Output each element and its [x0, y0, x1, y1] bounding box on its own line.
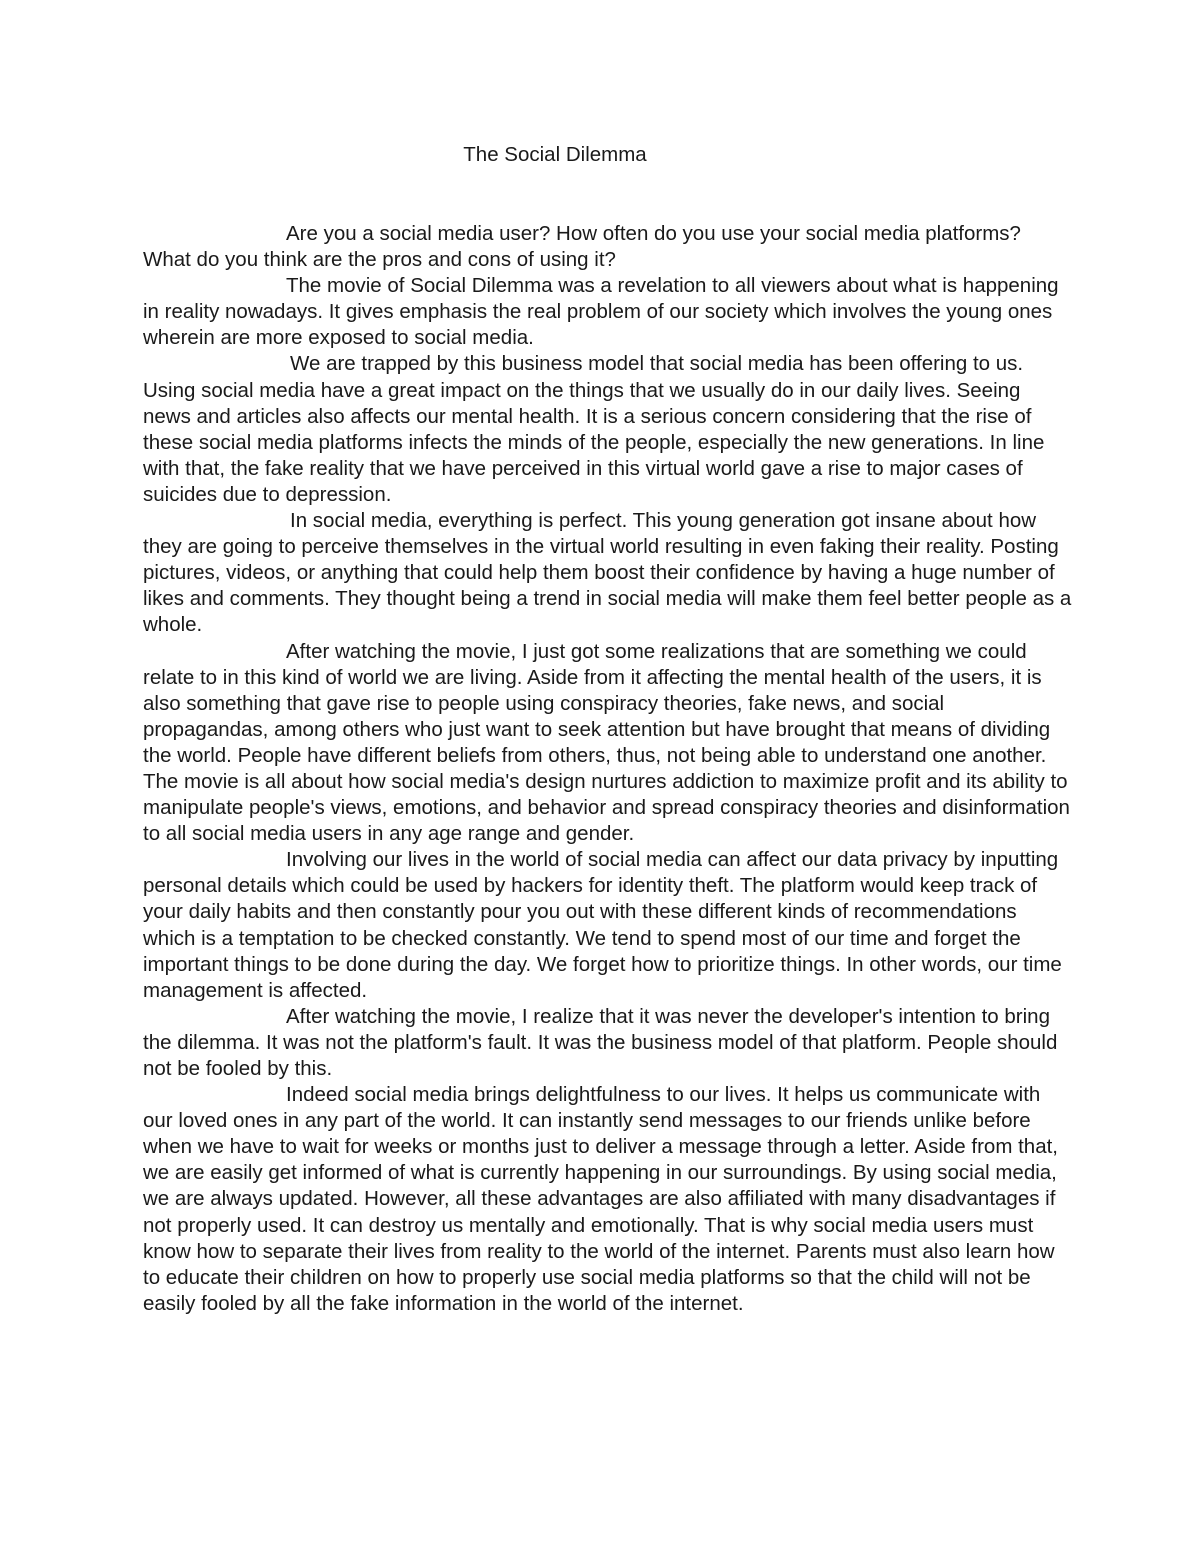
paragraph: We are trapped by this business model that social media has been offering to us. Using social media have a great impact on the things that we usually do in our daily lives. Seeing news and articles also affects our mental health. It is a serious concern considering that the rise of these social media platforms infects the minds of the people, especially the new generations. In line with that, the fake reality that we have perceived in this virtual world gave a rise to major cases of suicides due to depression. [143, 352, 1045, 506]
paragraph: In social media, everything is perfect. This young generation got insane about how they are going to perceive themselves in the virtual world resulting in even faking their reality. Posting pictures, videos, or anything that could help them boost their confidence by having a huge number of likes and comments. They thought being a trend in social media will make them feel better people as a whole. [143, 509, 1072, 637]
document-title: The Social Dilemma [463, 143, 647, 166]
paragraph: After watching the movie, I realize that it was never the developer's intention to bring the dilemma. It was not the platform's fault. It was the business model of that platform. People should not be fooled by this. [143, 1004, 1058, 1080]
paragraph: Involving our lives in the world of social media can affect our data privacy by inputting personal details which could be used by hackers for identity theft. The platform would keep track of your daily habits and then constantly pour you out with these different kinds of recommendations which is a temptation to be checked constantly. We tend to spend most of our time and forget the important things to be done during the day. We forget how to prioritize things. In other words, our time management is affected. [143, 848, 1062, 1002]
document-body [143, 221, 1073, 1317]
paragraph: After watching the movie, I just got some realizations that are something we could relate to in this kind of world we are living. Aside from it affecting the mental health of the users, it is also something that gave rise to people using conspiracy theories, fake news, and social propagandas, among others who just want to seek attention but have brought that means of dividing the world. People have different beliefs from others, thus, not being able to understand one another. The movie is all about how social media's design nurtures addiction to maximize profit and its ability to manipulate people's views, emotions, and behavior and spread conspiracy theories and disinformation to all social media users in any age range and gender. [143, 639, 1070, 846]
paragraph: Are you a social media user? How often do you use your social media platforms? What do you think are the pros and cons of using it? [143, 222, 1021, 272]
paragraph: Indeed social media brings delightfulness to our lives. It helps us communicate with our loved ones in any part of the world. It can instantly send messages to our friends unlike before when we have to wait for weeks or months just to deliver a message through a letter. Aside from that, we are easily get informed of what is currently happening in our surroundings. By using social media, we are always updated. However, all these advantages are also affiliated with many disadvantages if not properly used. It can destroy us mentally and emotionally. That is why social media users must know how to separate their lives from reality to the world of the internet. Parents must also learn how to educate their children on how to properly use social media platforms so that the child will not be easily fooled by all the fake information in the world of the internet. [143, 1083, 1058, 1315]
paragraph: The movie of Social Dilemma was a revelation to all viewers about what is happening in reality nowadays. It gives emphasis the real problem of our society which involves the young ones wherein are more exposed to social media. [143, 274, 1059, 350]
